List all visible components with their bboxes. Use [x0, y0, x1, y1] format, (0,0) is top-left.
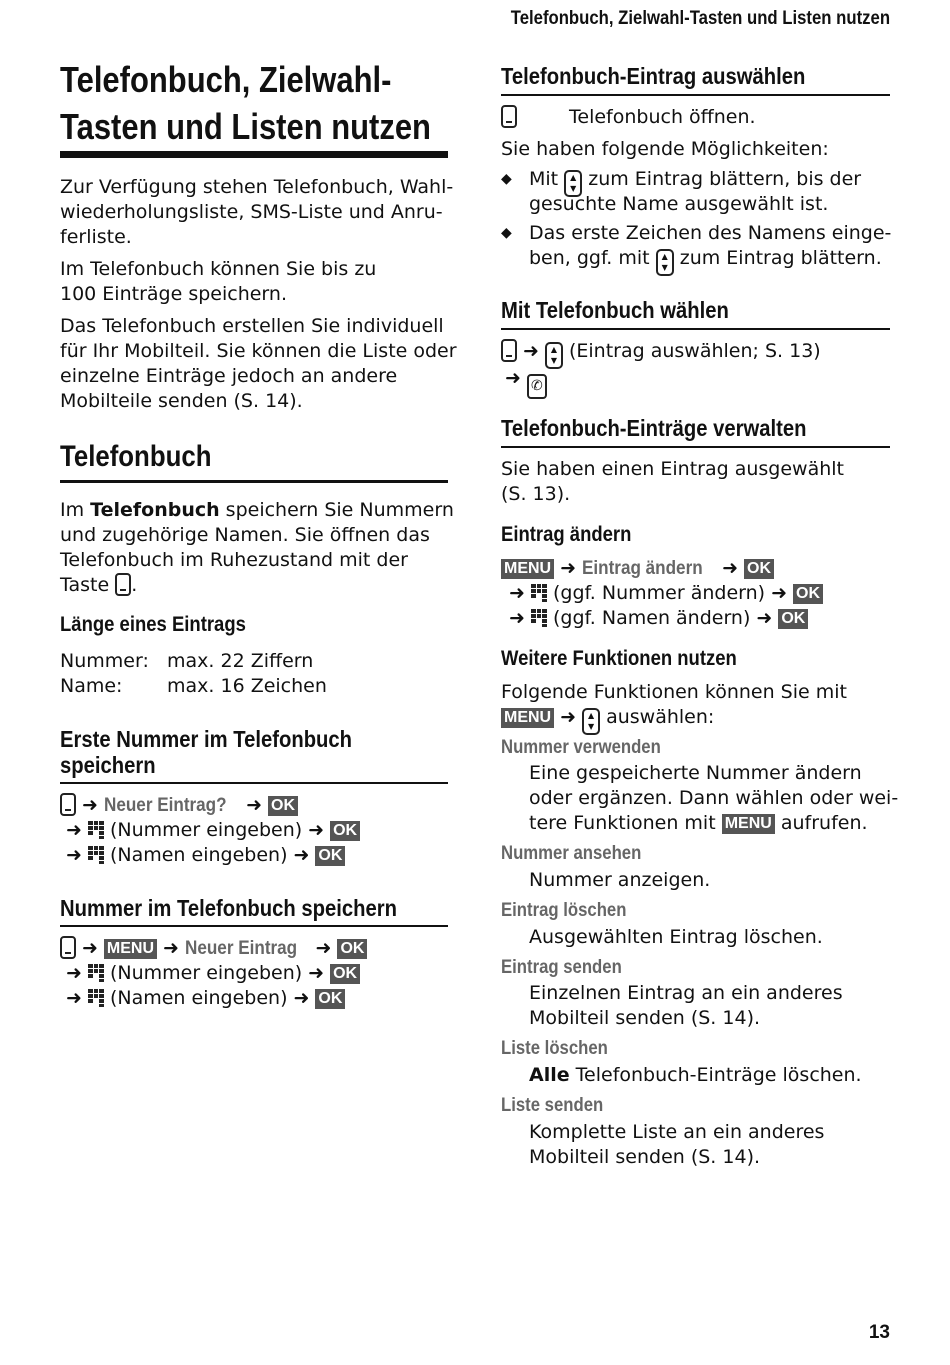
function-name: Nummer ansehen — [501, 843, 642, 864]
phonebook-key-icon — [60, 936, 76, 959]
aendern-step-1: MENU ➜ Eintrag ändern ➜ OK — [501, 556, 890, 581]
laenge-row: Nummer: max. 22 Ziffern — [60, 650, 314, 672]
ok-key: OK — [330, 821, 360, 841]
section-paragraph: und zugehörige Namen. Sie öffnen das — [60, 524, 430, 546]
verwalten-text: (S. 13). — [501, 483, 571, 505]
bullet-item-cont: ben, ggf. mit ▲ ▼ zum Eintrag blättern. — [501, 246, 890, 276]
ok-key: OK — [330, 964, 360, 984]
function-desc: tere Funktionen mit MENU aufrufen. — [529, 812, 868, 834]
page-title-line1: Telefonbuch, Zielwahl- — [60, 59, 392, 100]
section-paragraph: Telefonbuch im Ruhezustand mit der — [60, 549, 408, 571]
phonebook-key-icon — [115, 573, 131, 596]
auswaehlen-options: Sie haben folgende Möglichkeiten: — [501, 138, 829, 160]
arrow-icon: ➜ — [82, 794, 98, 816]
function-desc: Alle Telefonbuch-Einträge löschen. — [529, 1064, 862, 1086]
function-desc: Eine gespeicherte Nummer ändern — [529, 762, 862, 784]
speichern-title: Nummer im Telefonbuch speichern — [60, 895, 398, 921]
phonebook-key-icon — [60, 793, 76, 816]
auswaehlen-open: Telefonbuch öffnen. — [501, 105, 890, 130]
menu-key: MENU — [501, 559, 554, 579]
intro-line: einzelne Einträge jedoch an andere — [60, 365, 398, 387]
ok-key: OK — [793, 584, 823, 604]
arrow-icon: ➜ — [509, 582, 525, 604]
keypad-icon — [531, 609, 547, 627]
ok-key: OK — [315, 989, 345, 1009]
arrow-icon: ➜ — [66, 962, 82, 984]
function-name: Liste senden — [501, 1095, 604, 1116]
ok-key: OK — [268, 796, 298, 816]
erste-rule — [60, 782, 448, 784]
intro-line: Zur Verfügung stehen Telefonbuch, Wahl- — [60, 176, 454, 198]
keypad-icon — [531, 584, 547, 602]
arrow-icon: ➜ — [246, 794, 263, 816]
weitere-title: Weitere Funktionen nutzen — [501, 647, 737, 670]
bullet-item: ◆ Das erste Zeichen des Namens einge- — [501, 222, 892, 244]
arrow-icon: ➜ — [756, 607, 773, 629]
section-rule — [60, 480, 448, 483]
bullet-item-cont: gesuchte Name ausgewählt ist. — [529, 193, 829, 215]
function-name: Liste löschen — [501, 1038, 608, 1059]
bullet-icon: ◆ — [501, 171, 512, 187]
function-desc: oder ergänzen. Dann wählen oder wei- — [529, 787, 899, 809]
arrow-icon: ➜ — [308, 819, 325, 841]
erste-title-line2: speichern — [60, 752, 156, 778]
waehlen-rule — [501, 328, 890, 330]
function-desc: Komplette Liste an ein anderes — [529, 1121, 825, 1143]
function-desc: Mobilteil senden (S. 14). — [529, 1007, 761, 1029]
function-desc: Ausgewählten Eintrag löschen. — [529, 926, 823, 948]
erste-title-line1: Erste Nummer im Telefonbuch — [60, 726, 353, 752]
intro-line: ferliste. — [60, 226, 132, 248]
intro-line: Das Telefonbuch erstellen Sie individuell — [60, 315, 444, 337]
arrow-icon: ➜ — [163, 937, 179, 959]
keypad-icon — [88, 821, 104, 839]
ok-key: OK — [337, 939, 367, 959]
arrow-icon: ➜ — [293, 844, 310, 866]
arrow-icon: ➜ — [509, 607, 525, 629]
aendern-step-2: ➜ (ggf. Nummer ändern) ➜ OK — [501, 581, 890, 606]
page-title-line2: Tasten und Listen nutzen — [60, 106, 431, 147]
section-paragraph: Im Telefonbuch speichern Sie Nummern — [60, 499, 454, 521]
auswaehlen-rule — [501, 94, 890, 96]
verwalten-rule — [501, 446, 890, 448]
speichern-step-1: ➜ MENU ➜ Neuer Eintrag ➜ OK — [60, 936, 448, 961]
nav-key-icon: ▲ ▼ — [656, 249, 674, 276]
arrow-icon: ➜ — [66, 844, 82, 866]
speichern-rule — [60, 925, 448, 927]
arrow-icon: ➜ — [293, 987, 310, 1009]
running-header: Telefonbuch, Zielwahl-Tasten und Listen nutzen — [510, 8, 890, 29]
verwalten-title: Telefonbuch-Einträge verwalten — [501, 415, 807, 441]
function-desc: Nummer anzeigen. — [529, 869, 711, 891]
section-paragraph: Taste . — [60, 574, 138, 596]
aendern-title: Eintrag ändern — [501, 523, 632, 546]
arrow-icon: ➜ — [66, 819, 82, 841]
function-name: Nummer verwenden — [501, 737, 661, 758]
aendern-step-3: ➜ (ggf. Namen ändern) ➜ OK — [501, 606, 890, 631]
arrow-icon: ➜ — [771, 582, 787, 604]
phonebook-key-icon — [501, 105, 517, 128]
arrow-icon: ➜ — [560, 557, 577, 579]
ok-key: OK — [315, 846, 345, 866]
menu-key: MENU — [722, 814, 775, 834]
menu-key: MENU — [501, 708, 554, 728]
section-title-telefonbuch: Telefonbuch — [60, 440, 212, 473]
erste-step-3: ➜ (Namen eingeben) ➜ OK — [60, 843, 448, 868]
keypad-icon — [88, 989, 104, 1007]
waehlen-step-1: ➜ ▲ ▼ (Eintrag auswählen; S. 13) — [501, 339, 890, 369]
arrow-icon: ➜ — [315, 937, 332, 959]
function-name: Eintrag löschen — [501, 900, 627, 921]
intro-line: für Ihr Mobilteil. Sie können die Liste oder — [60, 340, 457, 362]
arrow-icon: ➜ — [523, 340, 539, 362]
function-desc: Einzelnen Eintrag an ein anderes — [529, 982, 843, 1004]
page-number: 13 — [868, 1322, 890, 1343]
verwalten-text: Sie haben einen Eintrag ausgewählt — [501, 458, 844, 480]
bullet-icon: ◆ — [501, 225, 512, 241]
intro-line: Im Telefonbuch können Sie bis zu — [60, 258, 377, 280]
auswaehlen-title: Telefonbuch-Eintrag auswählen — [501, 63, 806, 89]
intro-line: Mobilteile senden (S. 14). — [60, 390, 303, 412]
ok-key: OK — [744, 559, 774, 579]
laenge-row: Name: max. 16 Zeichen — [60, 675, 327, 697]
phonebook-key-icon — [501, 339, 517, 362]
arrow-icon: ➜ — [66, 987, 82, 1009]
speichern-step-3: ➜ (Namen eingeben) ➜ OK — [60, 986, 448, 1011]
arrow-icon: ➜ — [505, 367, 521, 389]
arrow-icon: ➜ — [308, 962, 325, 984]
keypad-icon — [88, 846, 104, 864]
laenge-title: Länge eines Eintrags — [60, 613, 246, 636]
weitere-text: Folgende Funktionen können Sie mit — [501, 681, 847, 703]
waehlen-step-2 — [501, 366, 890, 399]
ok-key: OK — [778, 609, 808, 629]
weitere-text: MENU ➜ ▲ ▼ auswählen: — [501, 705, 890, 735]
keypad-icon — [88, 964, 104, 982]
erste-step-2: ➜ (Nummer eingeben) ➜ OK — [60, 818, 448, 843]
title-rule — [60, 151, 448, 158]
arrow-icon: ➜ — [560, 706, 577, 728]
intro-line: 100 Einträge speichern. — [60, 283, 287, 305]
nav-key-icon: ▲ ▼ — [564, 170, 582, 197]
bullet-item: ◆ Mit ▲ ▼ zum Eintrag blättern, bis der — [501, 167, 890, 197]
arrow-icon: ➜ — [722, 557, 739, 579]
nav-key-icon: ▲ ▼ — [545, 342, 563, 369]
arrow-icon: ➜ — [82, 937, 98, 959]
function-desc: Mobilteil senden (S. 14). — [529, 1146, 761, 1168]
speichern-step-2: ➜ (Nummer eingeben) ➜ OK — [60, 961, 448, 986]
waehlen-title: Mit Telefonbuch wählen — [501, 297, 729, 323]
menu-key: MENU — [104, 939, 157, 959]
intro-line: wiederholungsliste, SMS-Liste und Anru- — [60, 201, 443, 223]
nav-key-icon: ▲ ▼ — [582, 708, 600, 735]
talk-key-icon: ✆ — [527, 374, 547, 399]
erste-step-1: ➜ Neuer Eintrag? ➜ OK — [60, 793, 448, 818]
function-name: Eintrag senden — [501, 957, 622, 978]
